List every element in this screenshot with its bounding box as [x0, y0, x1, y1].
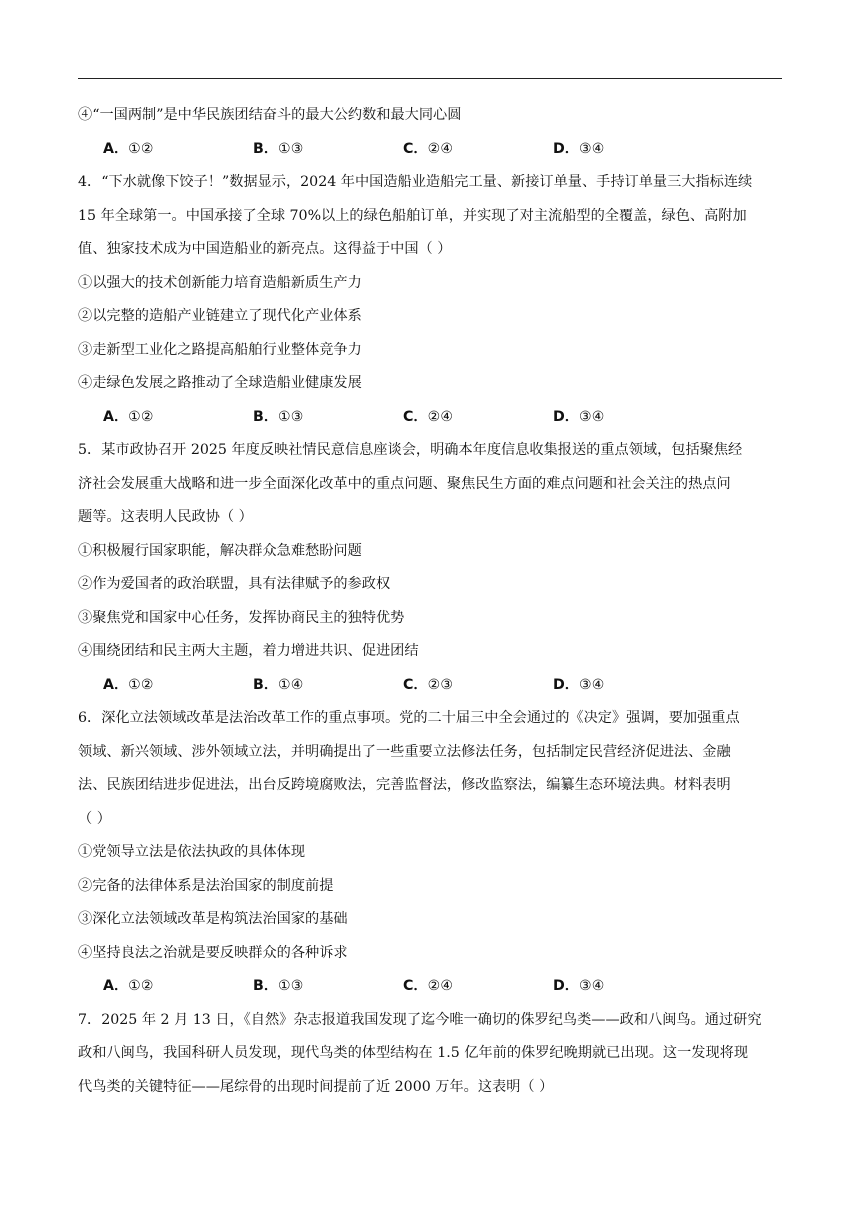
q5-item-3: ③聚焦党和国家中心任务，发挥协商民主的独特优势: [78, 609, 405, 626]
q6-stem-line: 法、民族团结进步促进法，出台反跨境腐败法，完善监督法，修改监察法，编纂生态环境法典。材料表明: [78, 777, 731, 793]
q4-item-4: ④走绿色发展之路推动了全球造船业健康发展: [78, 375, 362, 391]
q6-stem-line: 领域、新兴领域、涉外领域立法，并明确提出了一些重要立法修法任务，包括制定民营经济促进法、金融: [78, 743, 731, 760]
q4-item-1: ①以强大的技术创新能力培育造船新质生产力: [78, 274, 362, 291]
q6-item-2: ②完备的法律体系是法治国家的制度前提: [78, 877, 334, 894]
q7-stem-line: 政和八闽鸟，我国科研人员发现，现代鸟类的体型结构在 1.5 亿年前的侏罗纪晚期就已出现。这一发现将现: [78, 1045, 749, 1061]
q5-item-2: ②作为爱国者的政治联盟，具有法律赋予的参政权: [78, 576, 391, 592]
q4-item-2: ②以完整的造船产业链建立了现代化产业体系: [78, 308, 362, 324]
header-rule: [78, 78, 782, 79]
q3-option-a[interactable]: A．①②: [103, 140, 154, 157]
question-page: [78, 104, 782, 1109]
q6-option-a[interactable]: A．①②: [103, 978, 154, 994]
q5-option-b[interactable]: B．①④: [253, 676, 304, 693]
q5-stem-line: 5．某市政协召开 2025 年度反映社情民意信息座谈会，明确本年度信息收集报送的重点领域，包括聚焦经: [78, 442, 743, 458]
q6-option-b[interactable]: B．①③: [253, 978, 304, 994]
q4-stem: [78, 171, 782, 260]
q5-option-a[interactable]: A．①②: [103, 676, 154, 693]
q6-stem: [78, 707, 782, 830]
q5-option-c[interactable]: C．②③: [403, 676, 454, 693]
q4-stem-line: 4．“下水就像下饺子！”数据显示，2024 年中国造船业造船完工量、新接订单量、手持订单量三大指标连续: [78, 174, 753, 190]
q4-option-c[interactable]: C．②④: [403, 408, 454, 425]
q3-option-b[interactable]: B．①③: [253, 140, 304, 157]
q6-stem-line: （ ）: [78, 810, 111, 827]
q6-stem-line: 6．深化立法领域改革是法治改革工作的重点事项。党的二十届三中全会通过的《决定》强调，要加强重点: [78, 710, 740, 726]
q5-stem-line: 济社会发展重大战略和进一步全面深化改革中的重点问题、聚焦民生方面的难点问题和社会关注的热点问: [78, 475, 731, 492]
q6-option-d[interactable]: D．③④: [553, 978, 605, 994]
q5-item-1: ①积极履行国家职能，解决群众急难愁盼问题: [78, 542, 362, 559]
q4-options: [103, 406, 782, 428]
q4-stem-line: 15 年全球第一。中国承接了全球 70%以上的绿色船舶订单，并实现了对主流船型的全覆盖，绿色、高附加: [78, 207, 747, 224]
q3-option-d[interactable]: D．③④: [553, 140, 605, 157]
q7-stem-line: 7．2025 年 2 月 13 日，《自然》杂志报道我国发现了迄今唯一确切的侏罗纪鸟类——政和八闽鸟。通过研究: [78, 1011, 762, 1028]
q4-option-b[interactable]: B．①③: [253, 408, 304, 425]
q5-stem-line: 题等。这表明人民政协（ ）: [78, 509, 253, 525]
q5-option-d[interactable]: D．③④: [553, 676, 605, 693]
q7-stem-line: 代鸟类的关键特征——尾综骨的出现时间提前了近 2000 万年。这表明（ ）: [78, 1078, 554, 1095]
q3-item-4: ④“一国两制”是中华民族团结奋斗的最大公约数和最大同心圆: [78, 107, 462, 123]
q3-options: [103, 138, 782, 160]
q6-item-4: ④坚持良法之治就是要反映群众的各种诉求: [78, 944, 348, 961]
q4-item-3: ③走新型工业化之路提高船舶行业整体竞争力: [78, 341, 362, 358]
q4-stem-line: 值、独家技术成为中国造船业的新亮点。这得益于中国（ ）: [78, 241, 452, 257]
q5-options: [103, 674, 782, 696]
q6-option-c[interactable]: C．②④: [403, 978, 454, 994]
q5-item-4: ④围绕团结和民主两大主题，着力增进共识、促进团结: [78, 643, 419, 659]
q4-option-a[interactable]: A．①②: [103, 408, 154, 425]
q7-stem: [78, 1009, 782, 1098]
q5-stem: [78, 439, 782, 528]
q6-options: [103, 975, 782, 997]
q4-option-d[interactable]: D．③④: [553, 408, 605, 425]
q3-option-c[interactable]: C．②④: [403, 140, 454, 157]
q6-item-3: ③深化立法领域改革是构筑法治国家的基础: [78, 911, 348, 927]
q6-item-1: ①党领导立法是依法执政的具体体现: [78, 844, 306, 860]
